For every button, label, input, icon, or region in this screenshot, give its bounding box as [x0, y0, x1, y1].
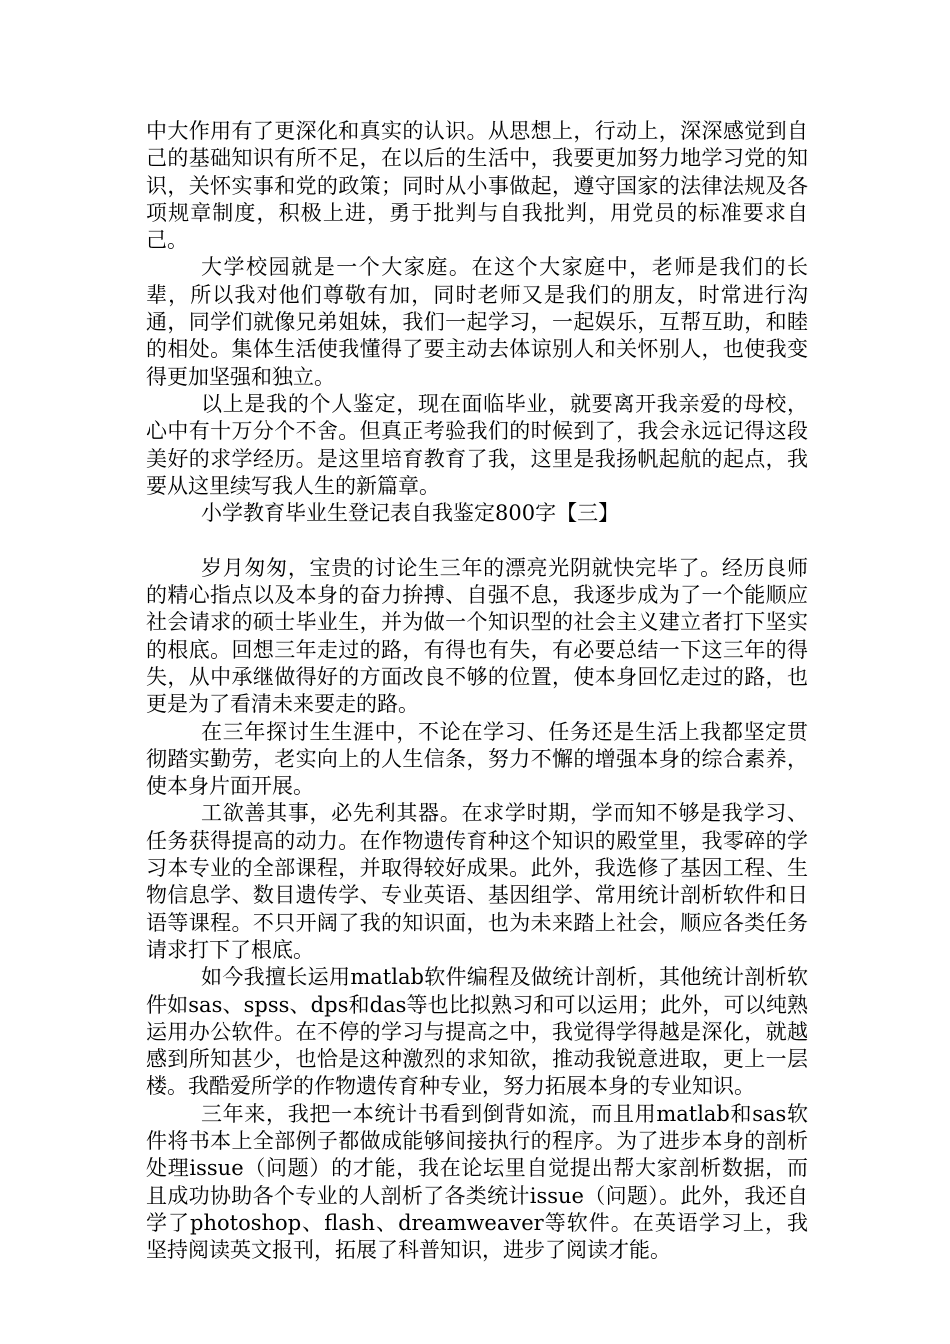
paragraph-graduation: 以上是我的个人鉴定，现在面临毕业，就要离开我亲爱的母校，心中有十万分个不舍。但真正考验我们的时候到了，我会永远记得这段美好的求学经历。是这里培育教育了我，这里是我扬帆起航的起点，我要从这里续写我人生的新篇章。 — [146, 391, 808, 498]
document-body — [146, 118, 808, 1264]
paragraph-continuation: 中大作用有了更深化和真实的认识。从思想上，行动上，深深感觉到自己的基础知识有所不足，在以后的生活中，我要更加努力地学习党的知识，关怀实事和党的政策；同时从小事做起，遵守国家的法律法规及各项规章制度，积极上进，勇于批判与自我批判，用党员的标准要求自己。 — [146, 119, 808, 253]
paragraph-study: 工欲善其事，必先利其器。在求学时期，学而知不够是我学习、任务获得提高的动力。在作物遗传育种这个知识的殿堂里，我零碎的学习本专业的全部课程，并取得较好成果。此外，我选修了基因工程、生物信息学、数目遗传学、专业英语、基因组学、常用统计剖析软件和日语等课程。不只开阔了我的知识面，也为未来踏上社会，顺应各类任务请求打下了根底。 — [146, 801, 808, 962]
blank-line — [146, 527, 808, 554]
paragraph-software-skills: 如今我擅长运用matlab软件编程及做统计剖析，其他统计剖析软件如sas、spss、dps和das等也比拟熟习和可以运用；此外，可以纯熟运用办公软件。在不停的学习与提高之中，我觉得学得越是深化，就越感到所知甚少，也恰是这种激烈的求知欲，推动我锐意进取，更上一层楼。我酷爱所学的作物遗传育种专业，努力拓展本身的专业知识。 — [146, 965, 808, 1099]
paragraph-career: 在三年探讨生生涯中，不论在学习、任务还是生活上我都坚定贯彻踏实勤劳，老实向上的人生信条，努力不懈的增强本身的综合素养，使本身片面开展。 — [146, 719, 808, 799]
section-heading: 小学教育毕业生登记表自我鉴定800字【三】 — [201, 501, 620, 526]
paragraph-three-years: 岁月匆匆，宝贵的讨论生三年的漂亮光阴就快完毕了。经历良师的精心指点以及本身的奋力拚搏、自强不息，我逐步成为了一个能顺应社会请求的硕士毕业生，并为做一个知识型的社会主义建立者打下坚实的根底。回想三年走过的路，有得也有失，有必要总结一下这三年的得失，从中承继做得好的方面改良不够的位置，使本身回忆走过的路，也更是为了看清未来要走的路。 — [146, 555, 808, 717]
paragraph-self-learning: 三年来，我把一本统计书看到倒背如流，而且用matlab和sas软件将书本上全部例子都做成能够间接执行的程序。为了进步本身的剖析处理issue（问题）的才能，我在论坛里自觉提出帮大家剖析数据，而且成功协助各个专业的人剖析了各类统计issue（问题）。此外，我还自学了photoshop、flash、dreamweaver等软件。在英语学习上，我坚持阅读英文报刊，拓展了科普知识，进步了阅读才能。 — [146, 1101, 808, 1263]
paragraph-campus-family: 大学校园就是一个大家庭。在这个大家庭中，老师是我们的长辈，所以我对他们尊敬有加，同时老师又是我们的朋友，时常进行沟通，同学们就像兄弟姐妹，我们一起学习，一起娱乐，互帮互助，和睦的相处。集体生活使我懂得了要主动去体谅别人和关怀别人，也使我变得更加坚强和独立。 — [146, 255, 808, 389]
